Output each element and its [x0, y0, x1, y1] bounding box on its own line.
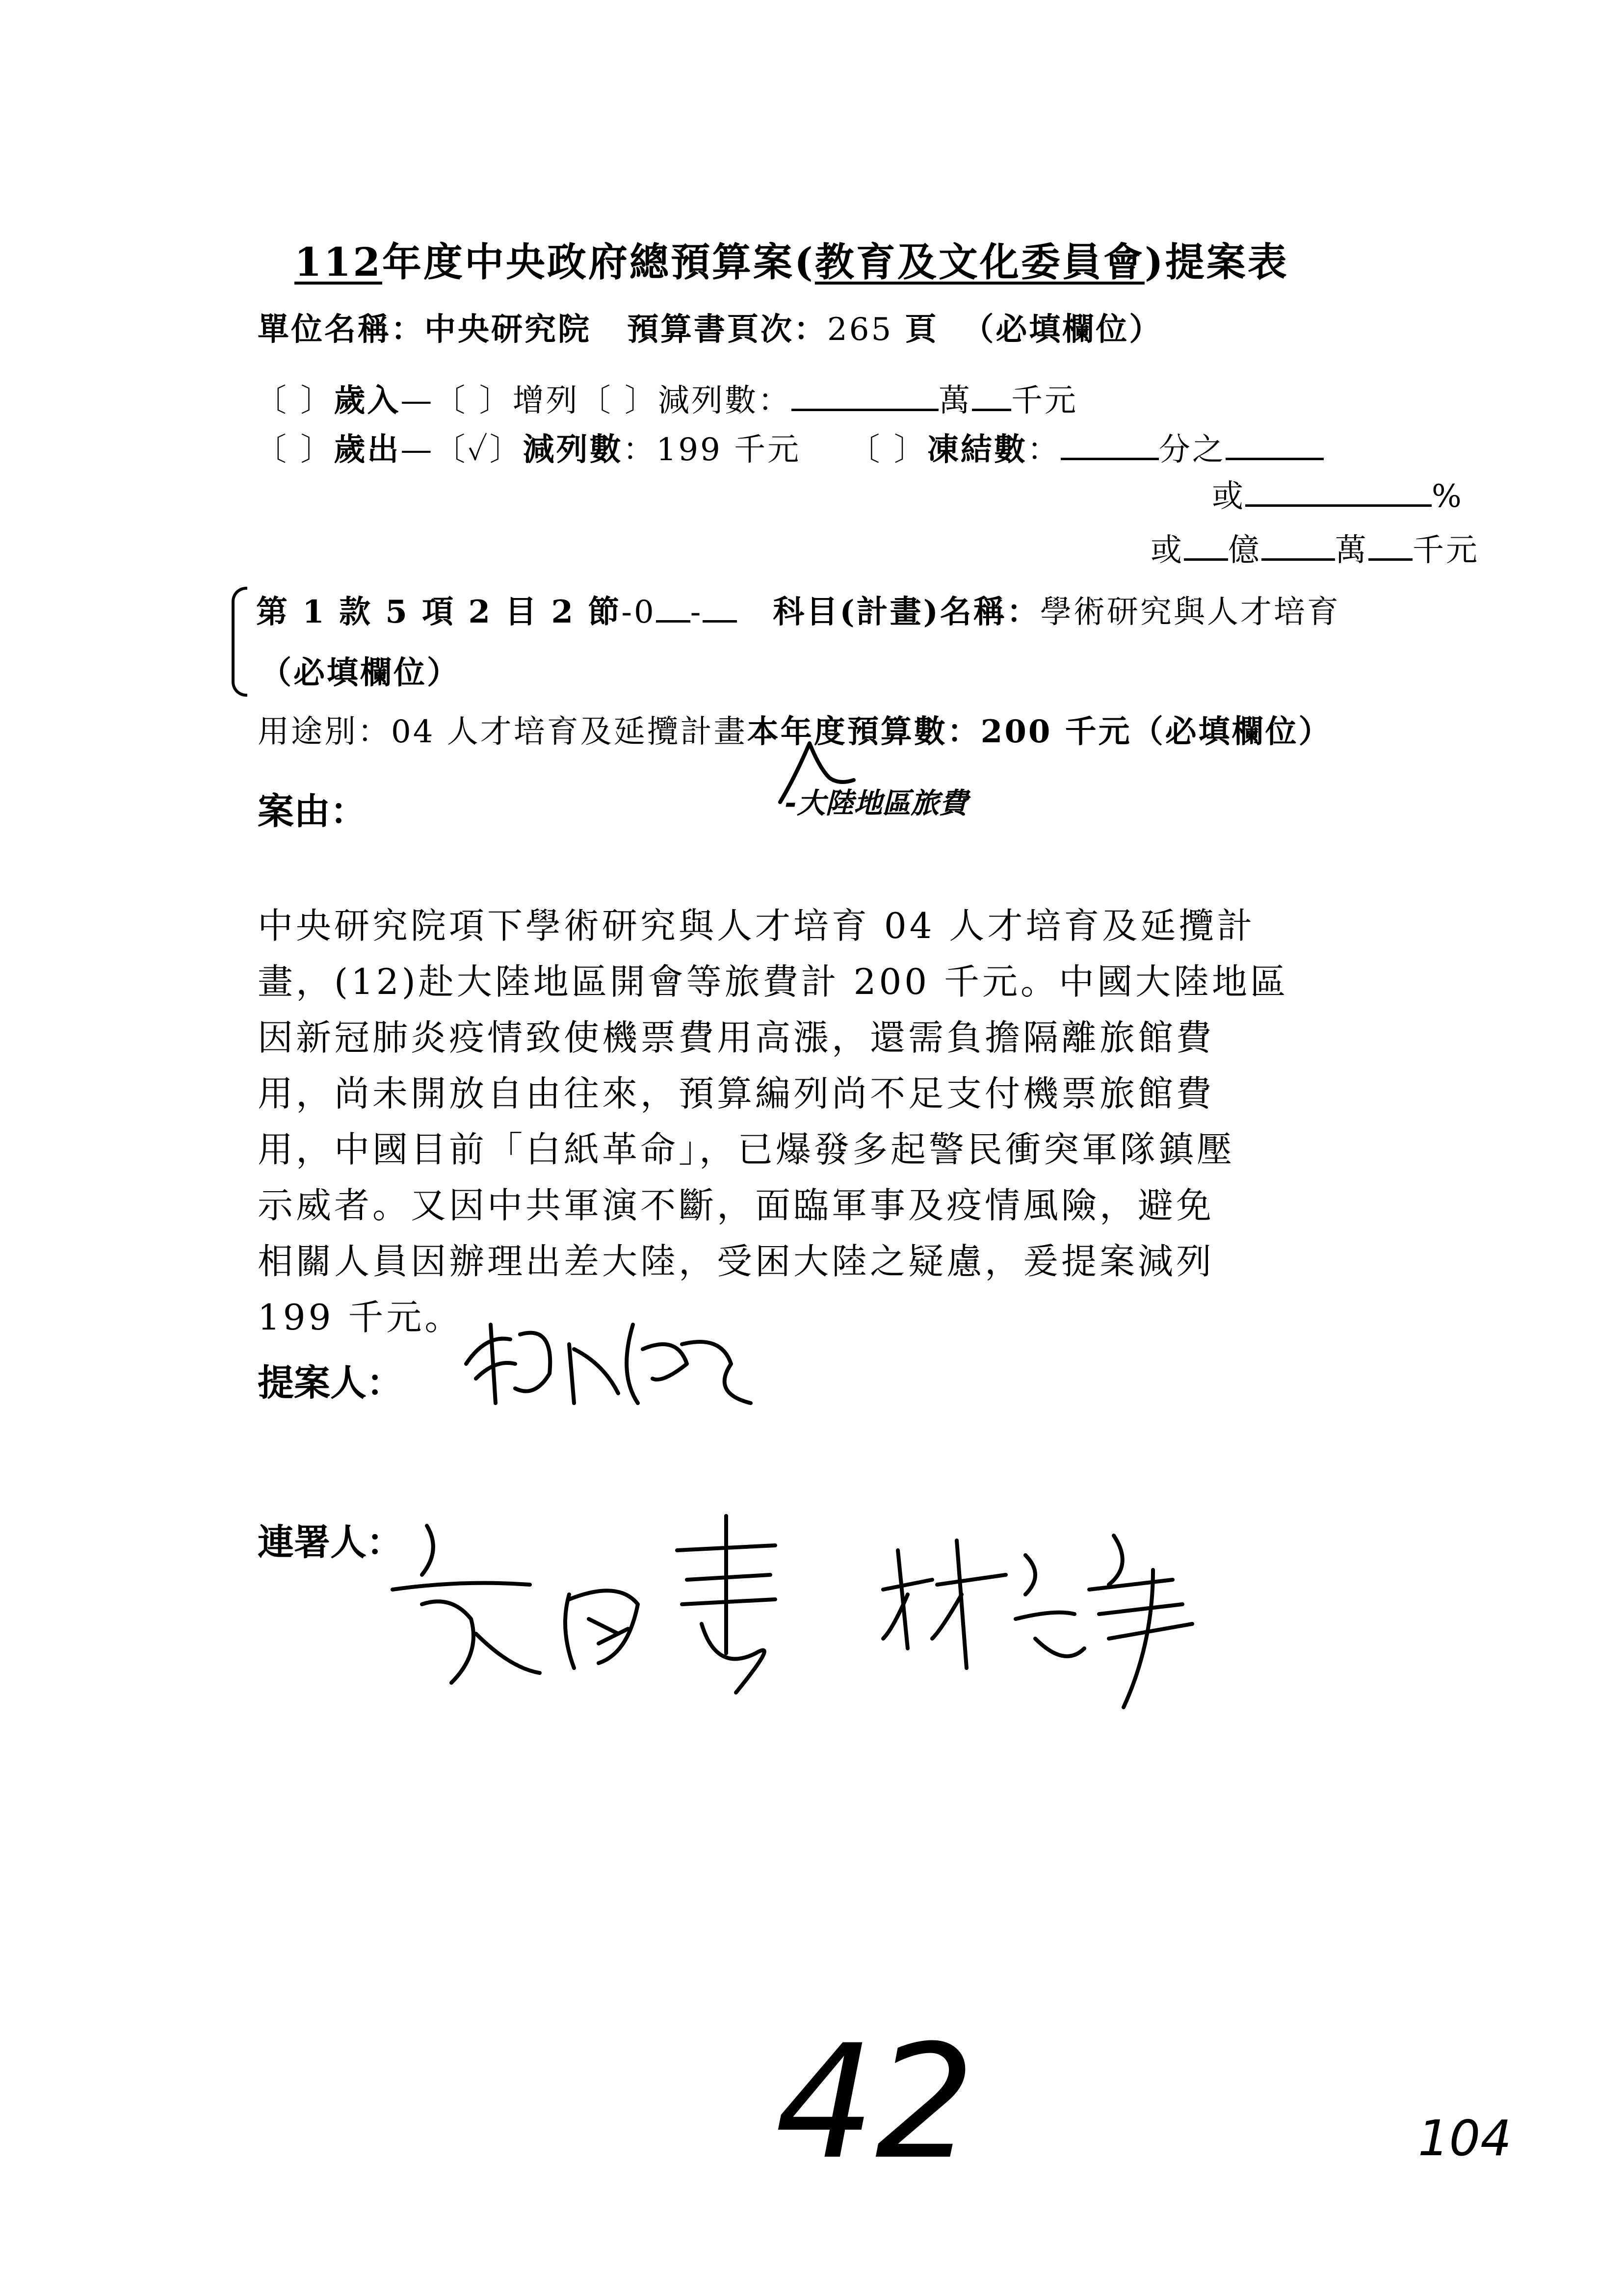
dash: - [690, 594, 703, 630]
or-label: 或 [1151, 532, 1184, 569]
thousand-blank[interactable] [1368, 531, 1413, 561]
cosigner-label: 連署人： [258, 1521, 403, 1564]
revenue-label: 歲入 [334, 382, 401, 419]
freeze-checkbox[interactable]: 〔 〕 [848, 432, 927, 468]
item-blank-1[interactable] [656, 593, 690, 623]
decrease-checkbox[interactable]: 〔 〕 [579, 383, 658, 419]
page-number: 104 [1418, 2110, 1512, 2167]
yi-blank[interactable] [1184, 531, 1228, 561]
required-note: （必填欄位） [962, 311, 1163, 348]
body-line: 199 千元。 [258, 1297, 463, 1338]
wan-blank[interactable] [1261, 531, 1335, 561]
fraction-label: 分之 [1158, 432, 1226, 468]
colon: ： [1027, 432, 1061, 468]
item-bracket [232, 587, 247, 697]
proposer-signature [456, 1305, 770, 1423]
or-label: 或 [1212, 478, 1245, 515]
expense-checkbox[interactable]: 〔 〕 [255, 432, 334, 468]
body-line: 用，中國目前「白紙革命」，已爆發多起警民衝突軍隊鎮壓 [258, 1129, 1235, 1170]
title-text-end: )提案表 [1144, 239, 1289, 285]
body-line: 示威者。又因中共軍演不斷，面臨軍事及疫情風險，避免 [258, 1185, 1215, 1226]
handwritten-insertion: -大陸地區旅費 [785, 786, 968, 820]
percent-label: % [1432, 478, 1464, 515]
cosigner-signature-2 [878, 1521, 1231, 1717]
unit-line [258, 304, 1162, 349]
budget-value: 200 千元 [980, 713, 1132, 750]
usage-value: 04 人才培育及延攬計畫 [391, 714, 747, 750]
item-blank-2[interactable] [703, 593, 737, 623]
dash: — [400, 383, 434, 419]
body-line: 畫，(12)赴大陸地區開會等旅費計 200 千元。中國大陸地區 [258, 961, 1288, 1002]
form-title [294, 231, 1289, 287]
page-value: 265 [827, 312, 893, 348]
unit-label: 單位名稱： [258, 311, 424, 348]
expense-line [255, 424, 1324, 470]
reason-body [258, 898, 1288, 1345]
thousand-label: 千元 [1011, 383, 1078, 419]
increase-checkbox[interactable]: 〔 〕 [434, 383, 513, 419]
budget-label: 本年度預算數： [747, 713, 981, 750]
wan-label: 萬 [1335, 532, 1368, 569]
page-unit: 頁 [905, 311, 939, 348]
proposer-label: 提案人： [258, 1362, 403, 1404]
decrease-label: 減列數： [658, 383, 792, 419]
expense-label: 歲出 [334, 431, 401, 468]
freeze-label: 凍結數 [927, 431, 1027, 468]
handwritten-number: 42 [775, 2011, 975, 2194]
title-text: 年度中央政府總預算案( [382, 239, 815, 285]
or-percent-line [1212, 471, 1464, 516]
increase-label: 增列 [512, 383, 579, 419]
body-line: 因新冠肺炎疫情致使機票費用高漲，還需負擔隔離旅館費 [258, 1017, 1215, 1058]
or-amount-line [1151, 525, 1479, 570]
wan-blank[interactable] [791, 381, 939, 411]
colon: ： [623, 432, 656, 468]
unit-value: 中央研究院 [424, 311, 591, 348]
required-note: （必填欄位） [1131, 713, 1332, 750]
revenue-line [255, 375, 1078, 420]
usage-label: 用途別： [258, 714, 391, 750]
decrease-amount: 199 千元 [656, 432, 801, 468]
item-suffix: -0 [621, 594, 656, 630]
yi-label: 億 [1228, 532, 1261, 569]
wan-label: 萬 [939, 383, 972, 419]
item-required-note: （必填欄位） [260, 654, 460, 691]
reason-label: 案由： [258, 790, 367, 833]
body-line: 中央研究院項下學術研究與人才培育 04 人才培育及延攬計 [258, 905, 1256, 946]
item-code: 第 1 款 5 項 2 目 2 節 [256, 594, 622, 630]
page-label: 預算書頁次： [627, 311, 828, 348]
thousand-label: 千元 [1413, 532, 1479, 569]
subject-value: 學術研究與人才培育 [1040, 594, 1340, 630]
dash: — [400, 432, 434, 468]
title-year: 112 [294, 239, 382, 285]
thousand-blank[interactable] [972, 381, 1011, 411]
title-committee: 教育及文化委員會 [814, 239, 1145, 285]
subject-label: 科目(計畫)名稱： [773, 594, 1040, 630]
denominator-blank[interactable] [1061, 430, 1159, 460]
body-line: 相關人員因辦理出差大陸，受困大陸之疑慮，爰提案減列 [258, 1241, 1215, 1282]
numerator-blank[interactable] [1226, 430, 1324, 460]
decrease-checkbox-checked[interactable]: 〔✓〕 [434, 432, 523, 468]
cosigner-signature-1 [363, 1506, 805, 1712]
item-line [256, 587, 1340, 632]
revenue-checkbox[interactable]: 〔 〕 [255, 383, 334, 419]
decrease-label: 減列數 [523, 431, 623, 468]
body-line: 用，尚未開放自由往來，預算編列尚不足支付機票旅館費 [258, 1073, 1215, 1114]
percent-blank[interactable] [1245, 477, 1432, 507]
